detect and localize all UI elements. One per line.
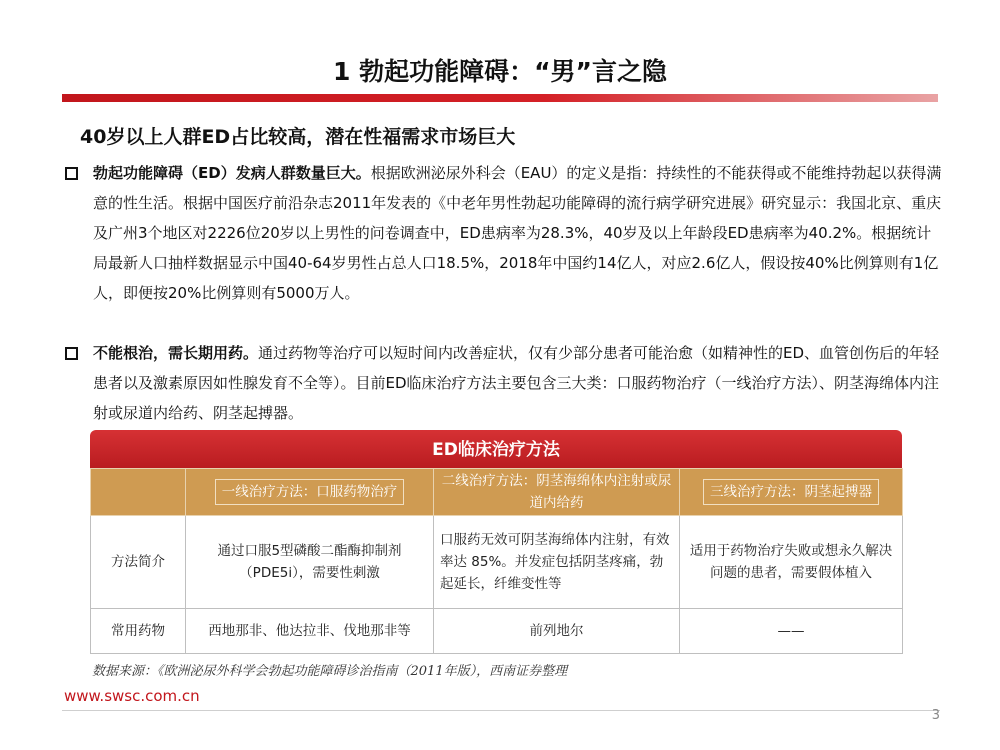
table-cell: 前列地尔 [434,609,680,654]
title-divider [62,94,938,102]
bullet-body: 根据欧洲泌尿外科会（EAU）的定义是指：持续性的不能获得或不能维持勃起以获得满意的性生活。根据中国医疗前沿杂志2011年发表的《中老年男性勃起功能障碍的流行病学研究进展》研究显示：我国北京、重庆及广州3个地区对2226位20岁以上男性的问卷调查中，ED患病率为28.3%，40岁及以上年龄段ED患病率为40.2%。根据统计局最新人口抽样数据显示中国40-64岁男性占总人口18.5%，2018年中国约14亿人，对应2.6亿人，假设按40%比例算则有1亿人，即便按20%比例算则有5000万人。 [93,164,942,302]
square-bullet-icon [65,347,78,360]
header-cell-third-line [680,469,903,516]
table-cell: —— [680,609,903,654]
table-cell: 西地那非、他达拉非、伐地那非等 [186,609,434,654]
slide-title: 1 勃起功能障碍：“男”言之隐 [333,57,667,86]
ed-treatment-table [90,430,902,654]
table-title: ED临床治疗方法 [90,430,902,468]
header-cell-empty [91,469,186,516]
header-cell-second-line: 二线治疗方法：阴茎海绵体内注射或尿道内给药 [434,469,680,516]
bullet-ed-prevalence [62,158,942,308]
bullet-lead: 不能根治，需长期用药。 [93,344,259,362]
table-cell: 口服药无效可阴茎海绵体内注射，有效率达 85%。并发症包括阴茎疼痛，勃起延长，纤维变性等 [434,516,680,609]
square-bullet-icon [65,167,78,180]
data-source-note: 数据来源：《欧洲泌尿外科学会勃起功能障碍诊治指南（2011年版），西南证券整理 [92,664,568,679]
bullet-text [93,338,942,428]
slide-subtitle: 40岁以上人群ED占比较高，潜在性福需求市场巨大 [80,126,516,148]
header-cell-first-line [186,469,434,516]
header-third-line-label: 三线治疗方法：阴茎起搏器 [703,479,879,505]
row-label-drugs: 常用药物 [91,609,186,654]
footer-website-link[interactable]: www.swsc.com.cn [64,687,200,705]
table-header-row [91,469,903,516]
bullet-text [93,158,942,308]
table-row [91,609,903,654]
page-number: 3 [931,708,940,723]
bullet-lead: 勃起功能障碍（ED）发病人群数量巨大。 [93,164,371,182]
table-cell: 通过口服5型磷酸二酯酶抑制剂（PDE5i），需要性刺激 [186,516,434,609]
footer-divider [62,710,940,711]
bullet-long-term-medication [62,338,942,428]
row-label-method: 方法简介 [91,516,186,609]
treatment-grid [90,468,903,654]
header-first-line-label: 一线治疗方法：口服药物治疗 [215,479,405,505]
table-cell: 适用于药物治疗失败或想永久解决问题的患者，需要假体植入 [680,516,903,609]
table-row [91,516,903,609]
bullet-body: 通过药物等治疗可以短时间内改善症状，仅有少部分患者可能治愈（如精神性的ED、血管创伤后的年轻患者以及激素原因如性腺发育不全等）。目前ED临床治疗方法主要包含三大类：口服药物治疗（一线治疗方法）、阴茎海绵体内注射或尿道内给药、阴茎起搏器。 [93,344,940,422]
